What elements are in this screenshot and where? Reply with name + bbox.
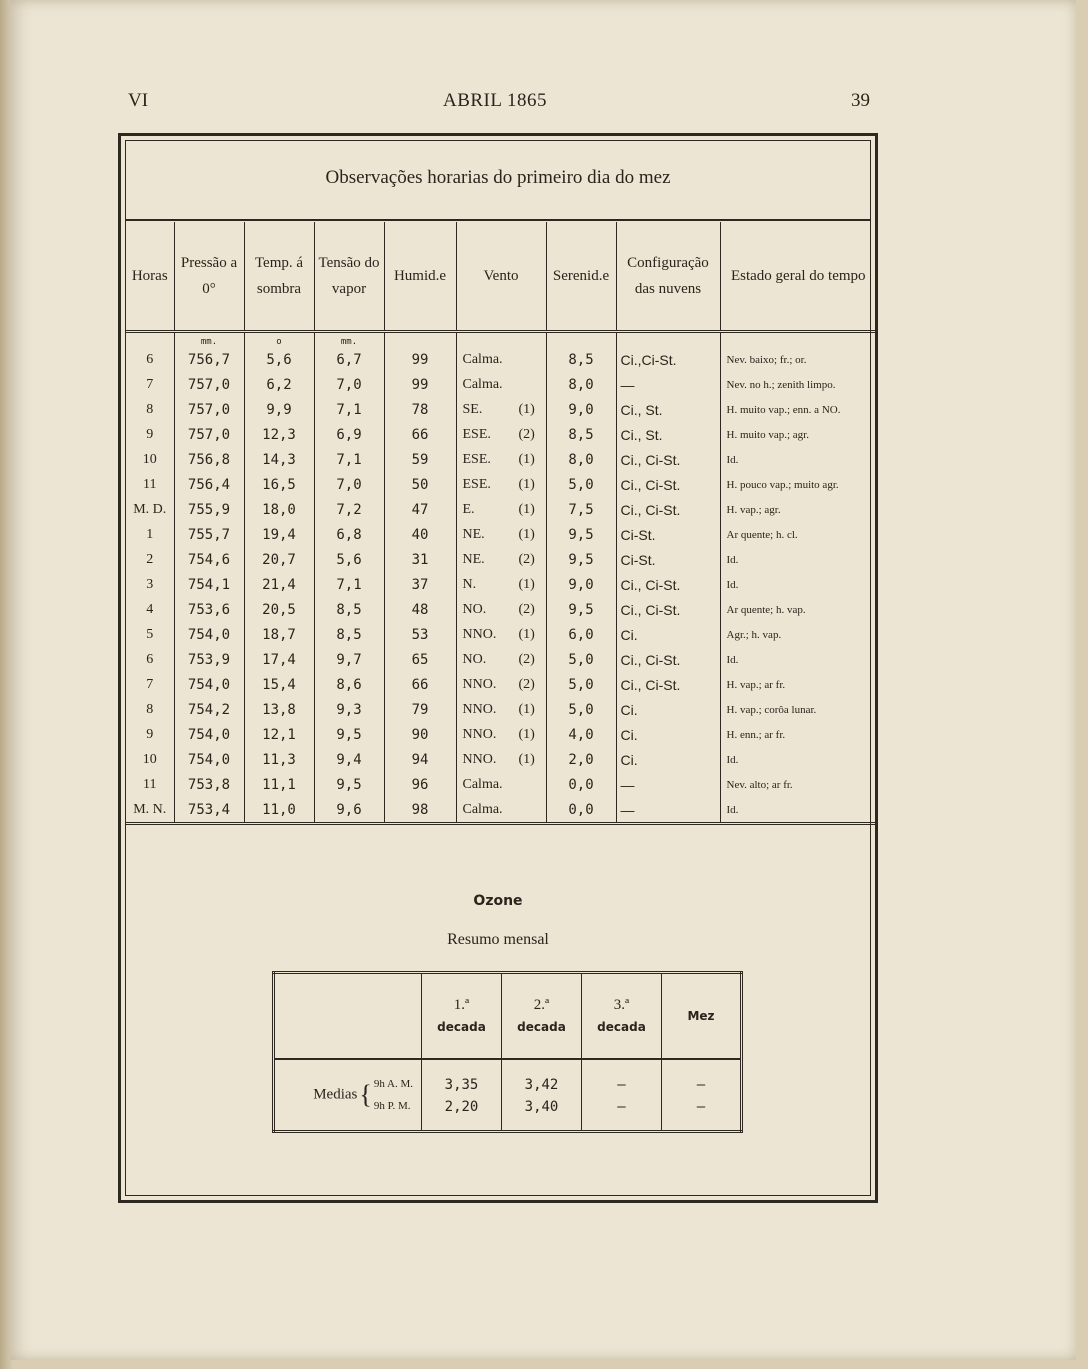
cell-tensao: 6,7 [314, 347, 384, 372]
cell-tensao: 8,5 [314, 597, 384, 622]
cell-pressao: 756,8 [174, 447, 244, 472]
ozone-col-mez-values [662, 1059, 742, 1132]
cell-tensao: 7,1 [314, 447, 384, 472]
ozone-col-3-values [582, 1059, 662, 1132]
cell-pressao: 756,4 [174, 472, 244, 497]
cell-serenid: 8,5 [546, 422, 616, 447]
cell-vento [456, 772, 546, 797]
wind-force: (1) [518, 451, 535, 467]
ozone-value: — [696, 1099, 706, 1115]
cell-serenid: 9,5 [546, 597, 616, 622]
caption-rule [126, 219, 870, 221]
wind-direction: NO. [462, 601, 487, 617]
wind-force: (1) [518, 701, 535, 717]
cell-temp: 12,1 [244, 722, 314, 747]
cell-temp: 11,1 [244, 772, 314, 797]
cell-temp: 15,4 [244, 672, 314, 697]
ozone-value: 3,40 [524, 1099, 559, 1115]
table-frame-inner [125, 140, 871, 1196]
col-temp: Temp. á sombra [244, 222, 314, 332]
cell-configuracao: — [616, 372, 720, 397]
col-pressao: Pressão a 0° [174, 222, 244, 332]
cell-vento [456, 497, 546, 522]
cell-serenid: 9,0 [546, 572, 616, 597]
col-horas: Horas [126, 222, 174, 332]
cell-pressao: 757,0 [174, 372, 244, 397]
cell-vento [456, 447, 546, 472]
cell-serenid: 9,5 [546, 547, 616, 572]
unit-cell [546, 332, 616, 348]
cell-pressao: 754,0 [174, 722, 244, 747]
ozone-values-row [274, 1059, 742, 1132]
cell-humid: 99 [384, 347, 456, 372]
wind-force: (2) [518, 601, 535, 617]
ozone-table [272, 971, 743, 1133]
cell-serenid: 9,5 [546, 522, 616, 547]
cell-horas: M. N. [126, 797, 174, 824]
cell-vento [456, 797, 546, 824]
cell-temp: 12,3 [244, 422, 314, 447]
cell-tensao: 5,6 [314, 547, 384, 572]
col-serenid: Serenid.e [546, 222, 616, 332]
ozone-col-3-bottom: decada [597, 1020, 646, 1034]
cell-configuracao: Ci., St. [616, 422, 720, 447]
ozone-value: — [617, 1099, 626, 1115]
cell-pressao: 754,0 [174, 747, 244, 772]
cell-pressao: 754,0 [174, 672, 244, 697]
cell-estado: H. muito vap.; enn. a NO. [726, 403, 841, 416]
cell-vento [456, 572, 546, 597]
table-row [126, 722, 876, 747]
cell-humid: 31 [384, 547, 456, 572]
col-tensao: Tensão do vapor [314, 222, 384, 332]
cell-tensao: 6,9 [314, 422, 384, 447]
cell-pressao: 755,7 [174, 522, 244, 547]
ozone-col-2 [502, 973, 582, 1060]
table-row [126, 572, 876, 597]
wind-direction: ESE. [462, 426, 491, 442]
cell-tensao: 9,7 [314, 647, 384, 672]
cell-vento [456, 747, 546, 772]
observations-body [126, 332, 876, 824]
cell-pressao: 756,7 [174, 347, 244, 372]
cell-serenid: 2,0 [546, 747, 616, 772]
cell-tensao: 8,6 [314, 672, 384, 697]
unit-cell [616, 332, 720, 348]
wind-direction: ESE. [462, 451, 491, 467]
ozone-title: Ozone [473, 893, 523, 909]
ozone-col-2-top: 2.ª [533, 997, 550, 1013]
cell-horas: 6 [126, 347, 174, 372]
ozone-col-3 [582, 973, 662, 1060]
cell-pressao: 757,0 [174, 422, 244, 447]
cell-horas: 11 [126, 772, 174, 797]
cell-serenid: 0,0 [546, 772, 616, 797]
cell-pressao: 755,9 [174, 497, 244, 522]
cell-configuracao: — [616, 797, 720, 824]
table-row [126, 447, 876, 472]
medias-label: Medias [313, 1086, 358, 1103]
cell-humid: 48 [384, 597, 456, 622]
col-estado: Estado geral do tempo [720, 222, 876, 332]
cell-humid: 66 [384, 672, 456, 697]
cell-estado: Id. [726, 653, 739, 666]
cell-tensao: 7,2 [314, 497, 384, 522]
cell-tensao: 9,6 [314, 797, 384, 824]
cell-tensao: 7,1 [314, 397, 384, 422]
ozone-col-mez-label: Mez [687, 1009, 715, 1023]
ozone-col-mez [662, 973, 742, 1060]
cell-horas: 11 [126, 472, 174, 497]
cell-serenid: 6,0 [546, 622, 616, 647]
cell-horas: 7 [126, 372, 174, 397]
table-row [126, 372, 876, 397]
cell-serenid: 8,5 [546, 347, 616, 372]
wind-force: (1) [518, 401, 535, 417]
wind-direction: Calma. [462, 351, 503, 367]
header-row [126, 222, 876, 332]
wind-force: (1) [518, 751, 535, 767]
ozone-header-row [274, 973, 742, 1060]
cell-estado: Agr.; h. vap. [726, 628, 782, 641]
cell-temp: 19,4 [244, 522, 314, 547]
cell-vento [456, 647, 546, 672]
cell-horas: 4 [126, 597, 174, 622]
cell-pressao: 754,0 [174, 622, 244, 647]
cell-configuracao: Ci., Ci-St. [616, 472, 720, 497]
wind-direction: Calma. [462, 801, 503, 817]
cell-configuracao: Ci-St. [616, 547, 720, 572]
ozone-col-3-top: 3.ª [613, 997, 630, 1013]
wind-force: (2) [518, 651, 535, 667]
cell-horas: 3 [126, 572, 174, 597]
wind-direction: Calma. [462, 776, 503, 792]
table-row [126, 522, 876, 547]
cell-humid: 53 [384, 622, 456, 647]
cell-serenid: 7,5 [546, 497, 616, 522]
page-title: ABRIL 1865 [442, 90, 548, 111]
cell-humid: 40 [384, 522, 456, 547]
cell-horas: 9 [126, 722, 174, 747]
cell-configuracao: — [616, 772, 720, 797]
cell-temp: 11,3 [244, 747, 314, 772]
cell-horas: 1 [126, 522, 174, 547]
cell-tensao: 9,4 [314, 747, 384, 772]
cell-configuracao: Ci. [616, 747, 720, 772]
cell-humid: 96 [384, 772, 456, 797]
cell-horas: 9 [126, 422, 174, 447]
cell-estado: Ar quente; h. vap. [726, 603, 806, 616]
section-number: VI [128, 90, 149, 111]
ozone-col-2-bottom: decada [517, 1020, 566, 1034]
cell-estado: Nev. baixo; fr.; or. [726, 353, 807, 366]
cell-configuracao: Ci. [616, 722, 720, 747]
cell-vento [456, 397, 546, 422]
cell-estado: H. muito vap.; agr. [726, 428, 809, 441]
ozone-value: 2,20 [444, 1099, 479, 1115]
cell-humid: 50 [384, 472, 456, 497]
cell-temp: 20,5 [244, 597, 314, 622]
unit-cell: mm. [314, 332, 384, 348]
cell-horas: 8 [126, 397, 174, 422]
page-number: 39 [851, 90, 870, 111]
table-row [126, 647, 876, 672]
cell-configuracao: Ci., Ci-St. [616, 497, 720, 522]
row-label-am: 9h A. M. [373, 1078, 413, 1090]
cell-temp: 14,3 [244, 447, 314, 472]
cell-vento [456, 522, 546, 547]
cell-pressao: 753,6 [174, 597, 244, 622]
cell-tensao: 9,5 [314, 722, 384, 747]
ozone-col-1-values [422, 1059, 502, 1132]
wind-force: (2) [518, 676, 535, 692]
observations-table [126, 222, 876, 825]
wind-force: (1) [518, 501, 535, 517]
cell-configuracao: Ci., Ci-St. [616, 572, 720, 597]
cell-tensao: 8,5 [314, 622, 384, 647]
cell-tensao: 7,0 [314, 372, 384, 397]
col-humid: Humid.e [384, 222, 456, 332]
cell-horas: 5 [126, 622, 174, 647]
ozone-col-2-values [502, 1059, 582, 1132]
cell-horas: 8 [126, 697, 174, 722]
wind-force: (1) [518, 726, 535, 742]
wind-direction: NE. [462, 526, 485, 542]
cell-configuracao: Ci., Ci-St. [616, 647, 720, 672]
cell-serenid: 5,0 [546, 672, 616, 697]
cell-estado: Id. [726, 453, 739, 466]
unit-cell [720, 332, 876, 348]
wind-force: (1) [518, 626, 535, 642]
cell-estado: H. vap.; agr. [726, 503, 781, 516]
cell-configuracao: Ci., Ci-St. [616, 447, 720, 472]
wind-force: (2) [518, 551, 535, 567]
cell-vento [456, 672, 546, 697]
cell-humid: 37 [384, 572, 456, 597]
cell-horas: 10 [126, 447, 174, 472]
ozone-row-labels [274, 1059, 422, 1132]
cell-configuracao: Ci., Ci-St. [616, 672, 720, 697]
wind-direction: Calma. [462, 376, 503, 392]
cell-estado: Nev. no h.; zenith limpo. [726, 378, 836, 391]
cell-tensao: 6,8 [314, 522, 384, 547]
table-row [126, 772, 876, 797]
running-head [120, 90, 870, 116]
wind-direction: NNO. [462, 626, 497, 642]
cell-vento [456, 697, 546, 722]
ozone-value: 3,42 [524, 1077, 559, 1093]
cell-configuracao: Ci-St. [616, 522, 720, 547]
cell-humid: 65 [384, 647, 456, 672]
cell-pressao: 757,0 [174, 397, 244, 422]
cell-humid: 99 [384, 372, 456, 397]
wind-direction: NE. [462, 551, 485, 567]
ozone-corner [274, 973, 422, 1060]
wind-direction: N. [462, 576, 477, 592]
cell-temp: 13,8 [244, 697, 314, 722]
wind-direction: E. [462, 501, 475, 517]
cell-configuracao: Ci. [616, 622, 720, 647]
cell-vento [456, 597, 546, 622]
cell-configuracao: Ci., St. [616, 397, 720, 422]
table-row [126, 547, 876, 572]
ozone-value: 3,35 [444, 1077, 479, 1093]
cell-tensao: 9,5 [314, 772, 384, 797]
cell-temp: 18,0 [244, 497, 314, 522]
cell-humid: 90 [384, 722, 456, 747]
ozone-subtitle: Resumo mensal [447, 931, 549, 948]
cell-temp: 17,4 [244, 647, 314, 672]
wind-direction: ESE. [462, 476, 491, 492]
cell-humid: 66 [384, 422, 456, 447]
cell-estado: H. pouco vap.; muito agr. [726, 478, 839, 491]
table-row [126, 622, 876, 647]
unit-cell: mm. [174, 332, 244, 348]
cell-temp: 11,0 [244, 797, 314, 824]
cell-vento [456, 622, 546, 647]
cell-pressao: 754,6 [174, 547, 244, 572]
cell-estado: Id. [726, 553, 739, 566]
ozone-value: — [617, 1077, 626, 1093]
cell-estado: H. vap.; corôa lunar. [726, 703, 817, 716]
cell-serenid: 5,0 [546, 697, 616, 722]
unit-cell [384, 332, 456, 348]
table-row [126, 472, 876, 497]
wind-direction: SE. [462, 401, 483, 417]
cell-temp: 21,4 [244, 572, 314, 597]
cell-horas: M. D. [126, 497, 174, 522]
cell-humid: 78 [384, 397, 456, 422]
cell-configuracao: Ci. [616, 697, 720, 722]
cell-serenid: 8,0 [546, 372, 616, 397]
cell-temp: 16,5 [244, 472, 314, 497]
cell-tensao: 9,3 [314, 697, 384, 722]
cell-estado: H. enn.; ar fr. [726, 728, 786, 741]
col-vento: Vento [456, 222, 546, 332]
wind-direction: NNO. [462, 676, 497, 692]
ozone-col-1-top: 1.ª [453, 997, 470, 1013]
cell-humid: 59 [384, 447, 456, 472]
cell-serenid: 0,0 [546, 797, 616, 824]
cell-configuracao: Ci., Ci-St. [616, 597, 720, 622]
cell-pressao: 753,4 [174, 797, 244, 824]
table-caption: Observações horarias do primeiro dia do mez [325, 167, 671, 188]
cell-pressao: 753,9 [174, 647, 244, 672]
cell-pressao: 754,1 [174, 572, 244, 597]
cell-temp: 9,9 [244, 397, 314, 422]
wind-force: (1) [518, 576, 535, 592]
cell-pressao: 754,2 [174, 697, 244, 722]
brace-icon: { [359, 1080, 372, 1109]
wind-force: (2) [518, 426, 535, 442]
cell-serenid: 5,0 [546, 472, 616, 497]
cell-vento [456, 347, 546, 372]
ozone-col-1-bottom: decada [437, 1020, 486, 1034]
cell-vento [456, 547, 546, 572]
cell-vento [456, 722, 546, 747]
row-label-pm: 9h P. M. [373, 1100, 411, 1112]
cell-serenid: 5,0 [546, 647, 616, 672]
wind-force: (1) [518, 526, 535, 542]
cell-configuracao: Ci.,Ci-St. [616, 347, 720, 372]
cell-temp: 20,7 [244, 547, 314, 572]
cell-horas: 6 [126, 647, 174, 672]
cell-estado: Ar quente; h. cl. [726, 528, 798, 541]
cell-temp: 18,7 [244, 622, 314, 647]
cell-serenid: 9,0 [546, 397, 616, 422]
wind-direction: NO. [462, 651, 487, 667]
table-row [126, 597, 876, 622]
cell-horas: 7 [126, 672, 174, 697]
table-row [126, 797, 876, 824]
cell-humid: 47 [384, 497, 456, 522]
cell-estado: Id. [726, 578, 739, 591]
table-row [126, 422, 876, 447]
units-row [126, 332, 876, 348]
unit-cell [456, 332, 546, 348]
cell-estado: Id. [726, 753, 739, 766]
cell-vento [456, 472, 546, 497]
table-row [126, 497, 876, 522]
table-row [126, 697, 876, 722]
ozone-col-1 [422, 973, 502, 1060]
cell-serenid: 4,0 [546, 722, 616, 747]
cell-humid: 79 [384, 697, 456, 722]
unit-cell [126, 332, 174, 348]
wind-direction: NNO. [462, 701, 497, 717]
col-configuracao: Configuração das nuvens [616, 222, 720, 332]
cell-serenid: 8,0 [546, 447, 616, 472]
cell-tensao: 7,1 [314, 572, 384, 597]
cell-pressao: 753,8 [174, 772, 244, 797]
table-row [126, 747, 876, 772]
cell-horas: 10 [126, 747, 174, 772]
cell-estado: H. vap.; ar fr. [726, 678, 786, 691]
wind-force: (1) [518, 476, 535, 492]
cell-horas: 2 [126, 547, 174, 572]
table-row [126, 397, 876, 422]
cell-estado: Nev. alto; ar fr. [726, 778, 793, 791]
table-row [126, 347, 876, 372]
wind-direction: NNO. [462, 751, 497, 767]
cell-humid: 98 [384, 797, 456, 824]
cell-tensao: 7,0 [314, 472, 384, 497]
cell-temp: 5,6 [244, 347, 314, 372]
cell-humid: 94 [384, 747, 456, 772]
cell-vento [456, 372, 546, 397]
wind-direction: NNO. [462, 726, 497, 742]
cell-temp: 6,2 [244, 372, 314, 397]
cell-estado: Id. [720, 797, 876, 824]
table-frame [118, 133, 878, 1203]
unit-cell: o [244, 332, 314, 348]
ozone-value: — [696, 1077, 706, 1093]
cell-vento [456, 422, 546, 447]
table-row [126, 672, 876, 697]
